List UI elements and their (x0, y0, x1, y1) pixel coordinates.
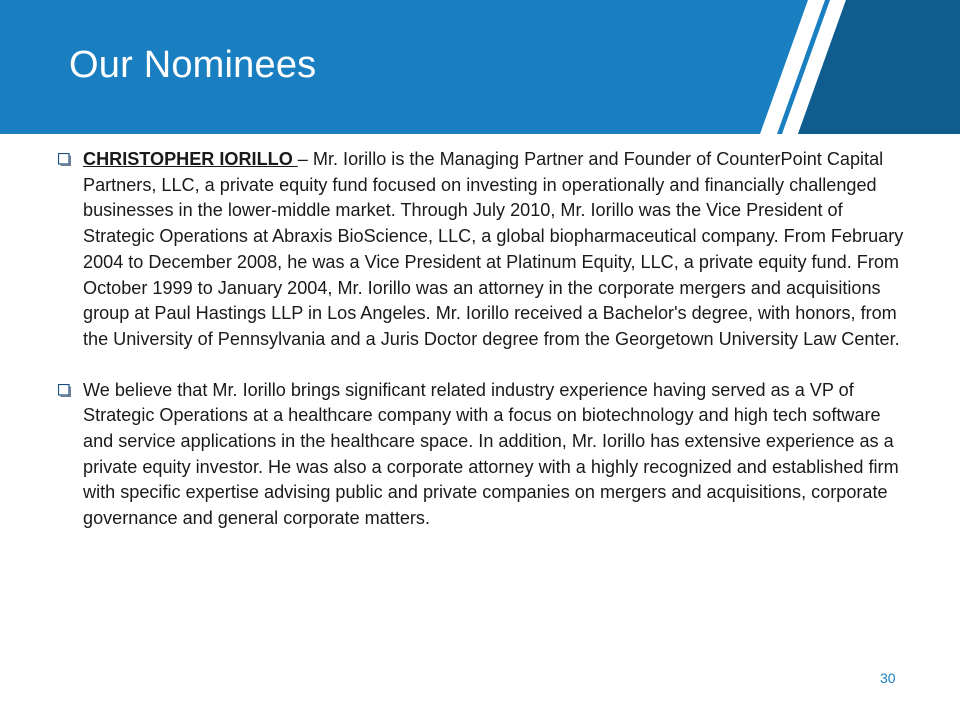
page-title: Our Nominees (69, 44, 317, 86)
checkbox-square-icon (58, 153, 71, 166)
checkbox-square-icon (58, 384, 71, 397)
nominee-bio-text: – Mr. Iorillo is the Managing Partner and Founder of CounterPoint Capital Partners, LLC, a private equity fund focused on investing in operationally and financially challenged businesses in the lower-middle market. Through July 2010, Mr. Iorillo was the Vice President of Strategic Operations at Abraxis BioScience, LLC, a global biopharmaceutical company. From February 2004 to December 2008, he was a Vice President at Platinum Equity, LLC, a private equity fund. From October 1999 to January 2004, Mr. Iorillo was an attorney in the corporate mergers and acquisitions group at Paul Hastings LLP in Los Angeles. Mr. Iorillo received a Bachelor's degree, with honors, from the University of Pennsylvania and a Juris Doctor degree from the Georgetown University Law Center. (83, 149, 904, 349)
nominee-bio-bullet (58, 147, 908, 353)
title-banner (0, 0, 960, 134)
page-number: 30 (880, 670, 896, 686)
nominee-qualification-bullet (58, 378, 908, 532)
nominee-qualification-text: We believe that Mr. Iorillo brings significant related industry experience having served as a VP of Strategic Operations at a healthcare company with a focus on biotechnology and high tech software and service applications in the healthcare space. In addition, Mr. Iorillo has extensive experience as a private equity investor. He was also a corporate attorney with a highly recognized and established firm with specific expertise advising public and private companies on mergers and acquisitions, corporate governance and general corporate matters. (83, 379, 899, 529)
nominee-name: CHRISTOPHER IORILLO (83, 149, 298, 169)
nominee-content (58, 147, 908, 532)
